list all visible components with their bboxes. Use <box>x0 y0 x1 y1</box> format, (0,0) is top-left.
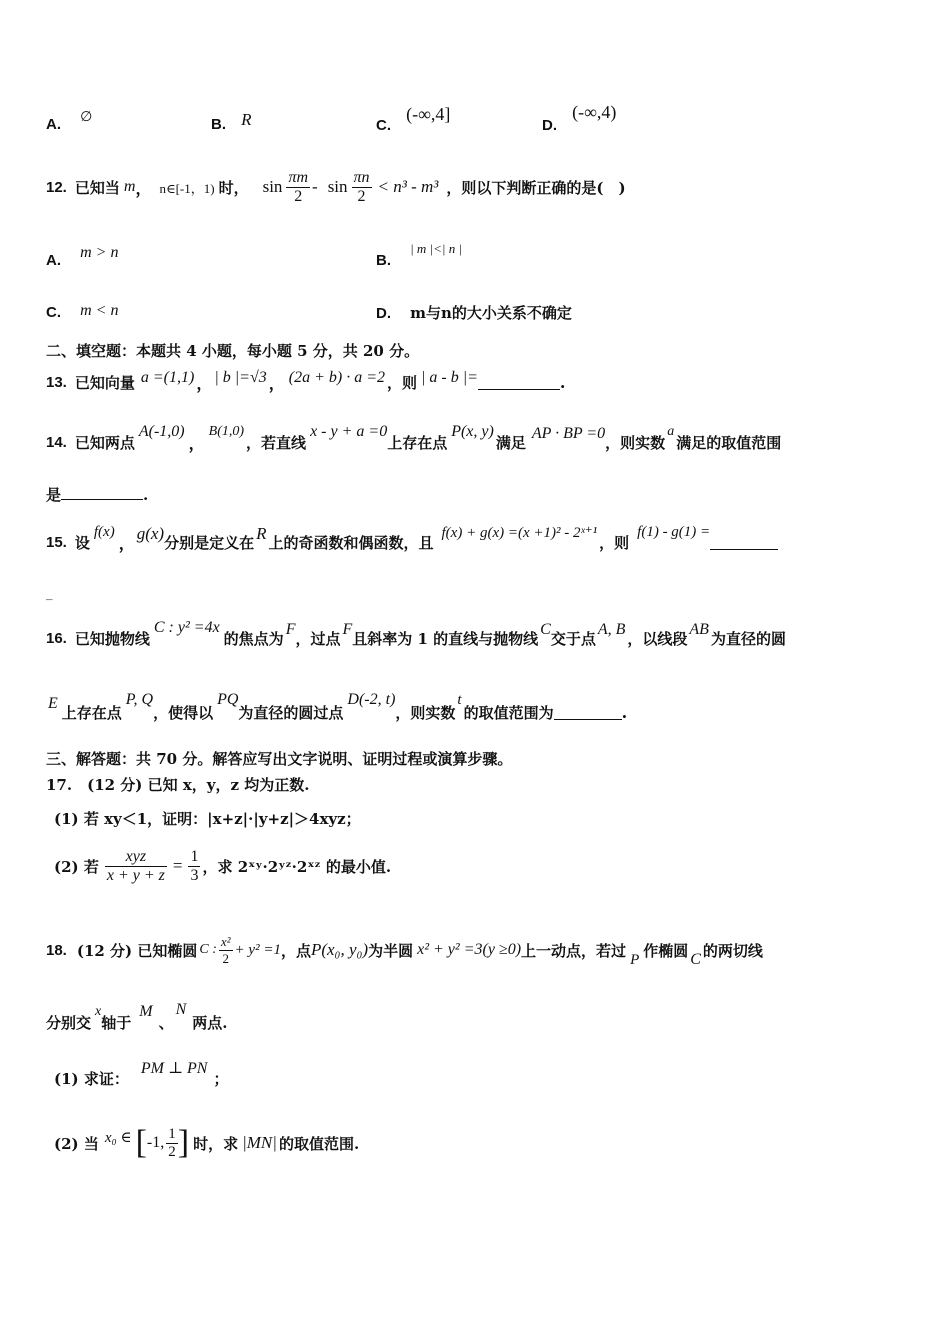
math: m <box>123 178 136 195</box>
question-number: 18. <box>46 941 67 959</box>
text: 、 <box>158 1013 174 1032</box>
math: x₀ ∈ <box>104 1129 132 1146</box>
fraction <box>166 1126 178 1161</box>
text: (2) 当 <box>54 1134 99 1153</box>
text: 为直径的圆 <box>710 629 786 648</box>
option-label: C. <box>46 304 61 321</box>
math: AP · BP =0 <box>531 425 606 442</box>
text: ，则实数 <box>395 703 456 722</box>
text: 时，求 <box>193 1134 239 1153</box>
denominator: x + y + z <box>106 866 165 884</box>
text: 已知两点 <box>74 433 135 452</box>
text: ， <box>118 533 135 553</box>
fraction <box>188 848 200 885</box>
math: F <box>342 621 353 638</box>
question-13 <box>46 362 566 402</box>
math: sin <box>327 177 348 196</box>
math: ] <box>177 1124 190 1161</box>
question-12 <box>46 162 626 212</box>
math: N <box>175 1001 187 1018</box>
text: . <box>143 486 149 504</box>
option-value: m > n <box>80 244 119 261</box>
q11-option-d <box>542 102 617 135</box>
denominator: 2 <box>294 187 303 205</box>
option-value: R <box>241 110 252 129</box>
question-number: 12. <box>46 178 67 196</box>
text: . <box>559 372 566 392</box>
q12-option-d <box>376 302 572 323</box>
math: a =(1,1) <box>140 369 195 386</box>
option-value: m < n <box>80 302 119 319</box>
text: ，则 <box>386 373 417 392</box>
option-label: B. <box>211 116 226 133</box>
numerator: 1 <box>190 847 199 865</box>
option-value: (-∞,4] <box>406 104 451 124</box>
math: + y² =1 <box>234 941 281 958</box>
text: (1) 求证： <box>54 1069 129 1088</box>
answer-blank[interactable] <box>710 535 778 550</box>
text: ，求 2ˣʸ·2ʸᶻ·2ˣᶻ 的最小值. <box>202 857 392 876</box>
math: g(x) <box>136 524 165 543</box>
math: (2a + b) · a =2 <box>288 369 385 386</box>
text: 轴于 <box>101 1013 132 1032</box>
text: 上的奇函数和偶函数，且 <box>268 533 434 552</box>
fraction <box>219 934 233 967</box>
fraction <box>352 169 372 206</box>
math: C : y² =4x <box>153 619 220 636</box>
numerator: πm <box>288 168 309 186</box>
math: C <box>690 951 701 968</box>
math: E <box>48 695 58 712</box>
question-18-part-1 <box>54 1056 228 1100</box>
question-17-title: 17. (12 分) 已知 x，y，z 均为正数. <box>46 776 310 794</box>
question-number: 13. <box>46 373 67 391</box>
math: | b |=√3 <box>214 369 267 386</box>
text: ， <box>188 433 205 453</box>
math: F <box>285 621 296 638</box>
question-15 <box>46 520 778 564</box>
text: ，则实数 <box>605 433 666 452</box>
text: 满足的取值范围 <box>676 433 782 452</box>
math: D(-2, t) <box>347 691 396 708</box>
section-3-heading: 三、解答题：共 70 分。解答应写出文字说明、证明过程或演算步骤。 <box>46 750 513 768</box>
question-17-part-1: (1) 若 xy＜1，证明：|x+z|·|y+z|＞4xyz； <box>54 810 361 828</box>
text: 已知向量 <box>74 373 135 392</box>
math: n∈[-1，1) <box>159 180 215 196</box>
text: ； <box>213 1069 229 1088</box>
math: A(-1,0) <box>138 423 185 440</box>
text: 作椭圆 <box>643 941 689 960</box>
math: - <box>312 177 318 196</box>
text: 为直径的圆过点 <box>238 703 344 722</box>
option-label: A. <box>46 252 61 269</box>
numerator: x² <box>220 933 231 949</box>
text: 的取值范围. <box>278 1134 360 1153</box>
question-number: 16. <box>46 629 67 647</box>
question-16-line-2 <box>46 690 627 734</box>
math: x² + y² =3(y ≥0) <box>417 941 522 958</box>
option-label: C. <box>376 117 391 134</box>
text: 分别是定义在 <box>164 533 255 552</box>
q15-dash: _ <box>46 586 53 601</box>
math: P, Q <box>125 691 154 708</box>
math: < n³ - m³ <box>377 177 439 196</box>
text: 两点. <box>192 1013 228 1032</box>
text: . <box>621 702 628 722</box>
math: PM ⊥ PN <box>140 1060 208 1077</box>
text: ，使得以 <box>153 703 214 722</box>
text: ， <box>196 373 213 393</box>
answer-blank[interactable] <box>478 375 560 390</box>
text: ， <box>135 178 152 198</box>
q11-option-a <box>46 110 93 134</box>
math: t <box>457 691 462 708</box>
math: C <box>540 621 551 638</box>
question-18-part-2 <box>54 1118 359 1168</box>
question-14 <box>46 420 781 464</box>
text: 为半圆 <box>368 941 414 960</box>
option-value: m与n的大小关系不确定 <box>410 304 572 322</box>
text: 且斜率为 1 的直线与抛物线 <box>352 629 539 648</box>
math: AB <box>689 621 709 638</box>
text: 上存在点 <box>387 433 448 452</box>
math: P <box>630 951 640 968</box>
denominator: 2 <box>357 187 366 205</box>
math: sin <box>262 177 283 196</box>
option-value: | m |<| n | <box>410 241 463 256</box>
answer-blank[interactable] <box>554 705 622 720</box>
text: 上一动点，若过 <box>521 941 627 960</box>
option-value: (-∞,4) <box>572 102 617 122</box>
math: M <box>139 1003 153 1020</box>
math: P(x, y) <box>451 423 494 440</box>
math: C : <box>199 942 217 957</box>
text: (2) 若 <box>54 857 99 876</box>
option-label: A. <box>46 116 61 133</box>
math: [ <box>135 1124 147 1161</box>
math: -1, <box>146 1134 165 1151</box>
text: 的两切线 <box>702 941 763 960</box>
text: (12 分) 已知椭圆 <box>76 941 198 960</box>
text: 满足 <box>495 433 526 452</box>
text: 是 <box>46 486 62 504</box>
numerator: 1 <box>168 1125 176 1142</box>
question-16 <box>46 616 786 660</box>
math: f(x) + g(x) =(x +1)² - 2ˣ⁺¹ <box>441 524 598 541</box>
q11-option-b <box>211 110 252 134</box>
numerator: πn <box>353 168 370 186</box>
denominator: 2 <box>168 1143 176 1160</box>
denominator: 3 <box>190 866 199 884</box>
option-label: B. <box>376 252 391 269</box>
answer-blank[interactable] <box>61 485 143 500</box>
math: x <box>95 1004 102 1019</box>
math: A, B <box>597 621 626 638</box>
question-17-part-2 <box>54 842 391 890</box>
math: a <box>667 424 675 439</box>
math: |MN| <box>242 1133 277 1152</box>
math: = <box>172 856 183 875</box>
text: ，点 <box>280 941 311 960</box>
option-value: ∅ <box>80 110 93 125</box>
q12-option-a <box>46 244 119 270</box>
question-number: 15. <box>46 533 67 551</box>
q12-option-c <box>46 302 119 322</box>
text: 设 <box>74 533 90 552</box>
text: 的取值范围为 <box>463 703 554 722</box>
question-18-line-2 <box>46 1000 228 1044</box>
text: ， <box>268 373 285 393</box>
q11-option-c <box>376 104 451 135</box>
section-2-heading: 二、填空题：本题共 4 小题，每小题 5 分，共 20 分。 <box>46 342 420 360</box>
question-number: 14. <box>46 433 67 451</box>
text: ，则以下判断正确的是( ) <box>446 178 626 197</box>
math: f(x) <box>93 523 115 540</box>
question-18 <box>46 928 763 972</box>
text: 交于点 <box>550 629 596 648</box>
numerator: xyz <box>105 848 167 867</box>
math: x - y + a =0 <box>310 423 388 440</box>
option-label: D. <box>542 117 557 134</box>
text: ，若直线 <box>246 433 307 452</box>
fraction <box>105 848 167 885</box>
question-14-line-2 <box>46 484 148 505</box>
text: 分别交 <box>46 1013 92 1032</box>
q12-option-b <box>376 241 463 269</box>
math: f(1) - g(1) = <box>637 523 711 540</box>
text: 的焦点为 <box>223 629 284 648</box>
text: ，则 <box>599 533 630 552</box>
math: R <box>256 524 267 543</box>
text: 上存在点 <box>61 703 122 722</box>
fraction <box>286 169 310 206</box>
denominator: 2 <box>222 950 229 966</box>
text: 已知当 <box>74 178 120 197</box>
math: P(x₀, y₀) <box>310 940 369 959</box>
text: ，以线段 <box>627 629 688 648</box>
math: PQ <box>217 691 239 708</box>
math: | a - b |= <box>421 369 478 386</box>
text: 已知抛物线 <box>74 629 150 648</box>
text: 时， <box>218 178 249 197</box>
text: ，过点 <box>295 629 341 648</box>
math: B(1,0) <box>208 424 245 439</box>
option-label: D. <box>376 305 391 322</box>
